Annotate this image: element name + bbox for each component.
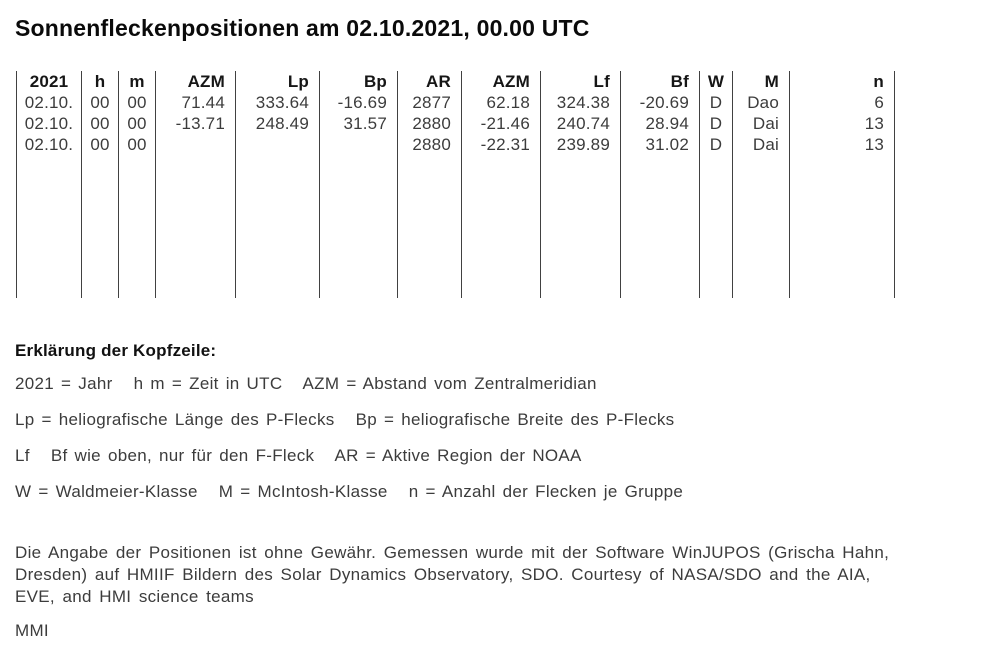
column-header: AZM xyxy=(156,71,236,92)
column-header: n xyxy=(790,71,895,92)
table-row xyxy=(17,113,895,134)
table-cell: 13 xyxy=(790,113,895,134)
table-cell xyxy=(82,155,119,298)
table-cell: 31.57 xyxy=(320,113,398,134)
table-cell: 00 xyxy=(82,92,119,113)
table-cell: 02.10. xyxy=(17,92,82,113)
explanation-line-lf-bf-ar: Lf Bf wie oben, nur für den F-Fleck AR = Aktive Region der NOAA xyxy=(15,446,582,465)
table-cell: D xyxy=(700,113,733,134)
table-cell: 28.94 xyxy=(621,113,700,134)
signature-text: MMI xyxy=(15,621,49,640)
explanation-heading: Erklärung der Kopfzeile: xyxy=(15,341,217,360)
table-cell xyxy=(156,155,236,298)
explanation-line-lp-bp: Lp = heliografische Länge des P-Flecks Bp = heliografische Breite des P-Flecks xyxy=(15,410,675,429)
table-cell: 240.74 xyxy=(541,113,621,134)
table-cell: 00 xyxy=(119,92,156,113)
disclaimer-line: EVE, and HMI science teams xyxy=(15,587,254,606)
table-cell: 00 xyxy=(82,134,119,155)
disclaimer-paragraph xyxy=(15,542,975,608)
table-cell: 00 xyxy=(82,113,119,134)
table-cell: 2877 xyxy=(398,92,462,113)
table-cell xyxy=(700,155,733,298)
table-cell: 62.18 xyxy=(462,92,541,113)
table-cell: 2880 xyxy=(398,113,462,134)
table-cell: -16.69 xyxy=(320,92,398,113)
column-header: Lf xyxy=(541,71,621,92)
table-cell: 00 xyxy=(119,134,156,155)
table-cell xyxy=(17,155,82,298)
table-cell: -22.31 xyxy=(462,134,541,155)
table-cell: 02.10. xyxy=(17,113,82,134)
table-cell xyxy=(790,155,895,298)
page-title: Sonnenfleckenpositionen am 02.10.2021, 00.00 UTC xyxy=(15,15,590,41)
explanation-line-year-time-azm: 2021 = Jahr h m = Zeit in UTC AZM = Abstand vom Zentralmeridian xyxy=(15,374,597,393)
table-cell xyxy=(541,155,621,298)
table-cell: Dao xyxy=(733,92,790,113)
table-header-row xyxy=(17,71,895,92)
sunspot-position-table xyxy=(16,71,895,298)
table-cell xyxy=(320,134,398,155)
table-row xyxy=(17,134,895,155)
table-cell: -13.71 xyxy=(156,113,236,134)
table-cell: 6 xyxy=(790,92,895,113)
column-header: AZM xyxy=(462,71,541,92)
disclaimer-line: Die Angabe der Positionen ist ohne Gewähr. Gemessen wurde mit der Software WinJUPOS (Grischa Hahn, xyxy=(15,543,890,562)
table-cell: 02.10. xyxy=(17,134,82,155)
table-filler-row xyxy=(17,155,895,298)
column-header: AR xyxy=(398,71,462,92)
column-header: W xyxy=(700,71,733,92)
table-cell xyxy=(156,134,236,155)
table-cell xyxy=(398,155,462,298)
table-cell xyxy=(119,155,156,298)
table-cell: 324.38 xyxy=(541,92,621,113)
explanation-line-w-m-n: W = Waldmeier-Klasse M = McIntosh-Klasse n = Anzahl der Flecken je Gruppe xyxy=(15,482,684,501)
table-cell: 71.44 xyxy=(156,92,236,113)
column-header: Bp xyxy=(320,71,398,92)
table-row xyxy=(17,92,895,113)
table-cell xyxy=(621,155,700,298)
table-cell: Dai xyxy=(733,134,790,155)
column-header: h xyxy=(82,71,119,92)
table-cell: D xyxy=(700,134,733,155)
column-header: 2021 xyxy=(17,71,82,92)
table-cell xyxy=(733,155,790,298)
table-cell xyxy=(236,155,320,298)
table-cell: 248.49 xyxy=(236,113,320,134)
table-cell: -21.46 xyxy=(462,113,541,134)
table-cell: -20.69 xyxy=(621,92,700,113)
table-cell: 31.02 xyxy=(621,134,700,155)
column-header: M xyxy=(733,71,790,92)
table-cell: Dai xyxy=(733,113,790,134)
table-cell: 00 xyxy=(119,113,156,134)
disclaimer-line: Dresden) auf HMIIF Bildern des Solar Dynamics Observatory, SDO. Courtesy of NASA/SDO and the AIA, xyxy=(15,565,871,584)
table-cell xyxy=(462,155,541,298)
column-header: m xyxy=(119,71,156,92)
table-cell xyxy=(236,134,320,155)
column-header: Lp xyxy=(236,71,320,92)
column-header: Bf xyxy=(621,71,700,92)
table-cell: 13 xyxy=(790,134,895,155)
table-cell xyxy=(320,155,398,298)
table-cell: 2880 xyxy=(398,134,462,155)
table-cell: 239.89 xyxy=(541,134,621,155)
table-cell: D xyxy=(700,92,733,113)
table-cell: 333.64 xyxy=(236,92,320,113)
